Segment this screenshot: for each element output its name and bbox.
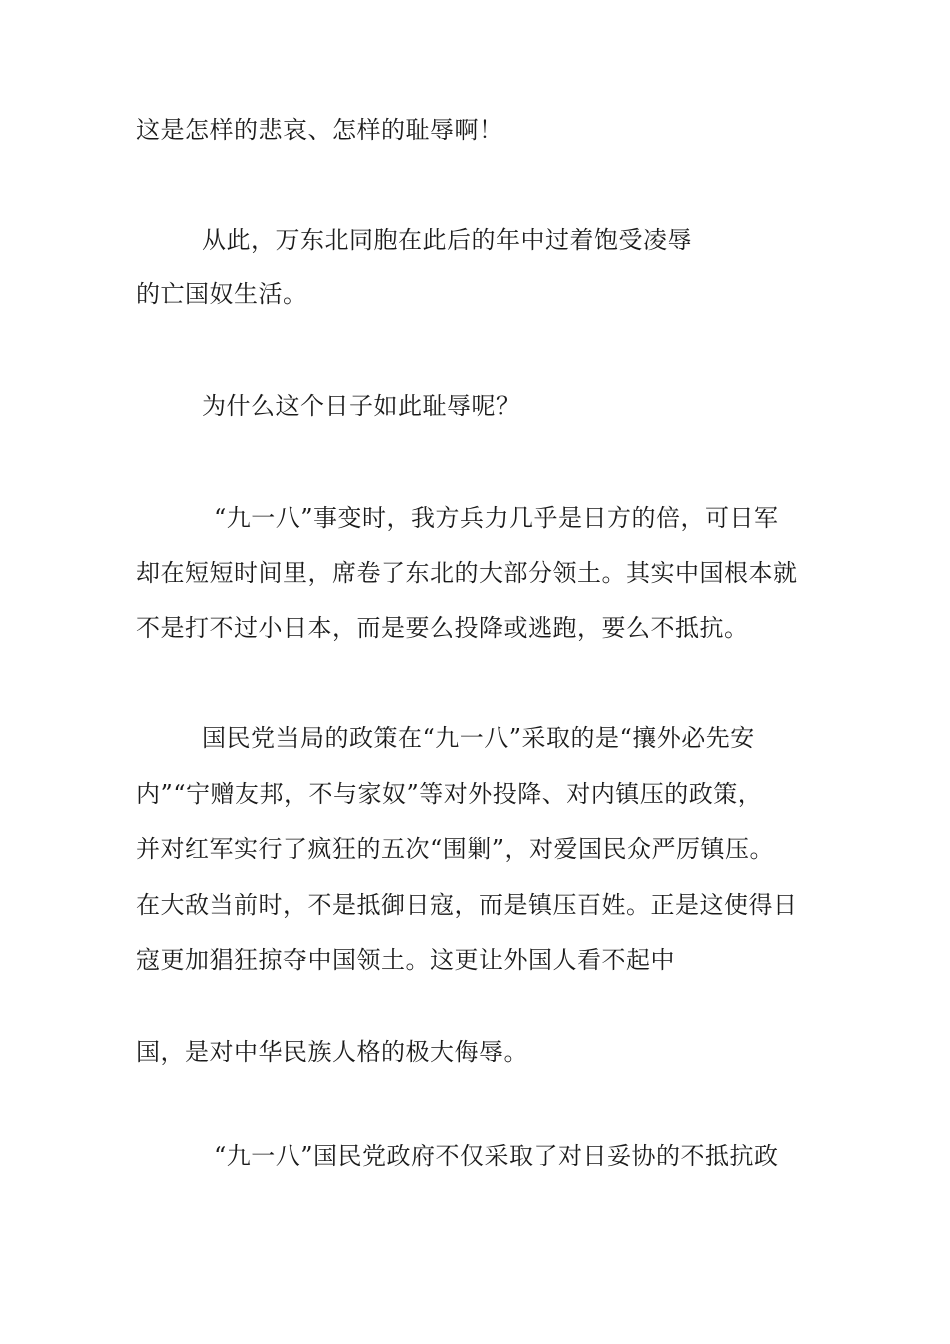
text-line: 的亡国奴生活。 <box>136 280 308 308</box>
text-line: 国，是对中华民族人格的极大侮辱。 <box>136 1038 528 1066</box>
text-line: 从此，万东北同胞在此后的年中过着饱受凌辱 <box>202 226 692 254</box>
text-line: “九一八”国民党政府不仅采取了对日妥协的不抵抗政 <box>214 1142 779 1170</box>
text-line: 内”“宁赠友邦，不与家奴”等对外投降、对内镇压的政策， <box>136 780 763 808</box>
text-line: 为什么这个日子如此耻辱呢？ <box>202 392 521 420</box>
text-line: 在大敌当前时，不是抵御日寇，而是镇压百姓。正是这使得日 <box>136 891 798 919</box>
text-line: 这是怎样的悲哀、怎样的耻辱啊！ <box>136 116 504 144</box>
text-line: 寇更加猖狂掠夺中国领土。这更让外国人看不起中 <box>136 946 675 974</box>
text-line: 不是打不过小日本，而是要么投降或逃跑，要么不抵抗。 <box>136 614 749 642</box>
text-line: 国民党当局的政策在“九一八”采取的是“攘外必先安 <box>202 724 755 752</box>
text-line: “九一八”事变时，我方兵力几乎是日方的倍，可日军 <box>214 504 779 532</box>
text-line: 并对红军实行了疯狂的五次“围剿”，对爱国民众严厉镇压。 <box>136 835 775 863</box>
text-line: 却在短短时间里，席卷了东北的大部分领土。其实中国根本就 <box>136 559 798 587</box>
